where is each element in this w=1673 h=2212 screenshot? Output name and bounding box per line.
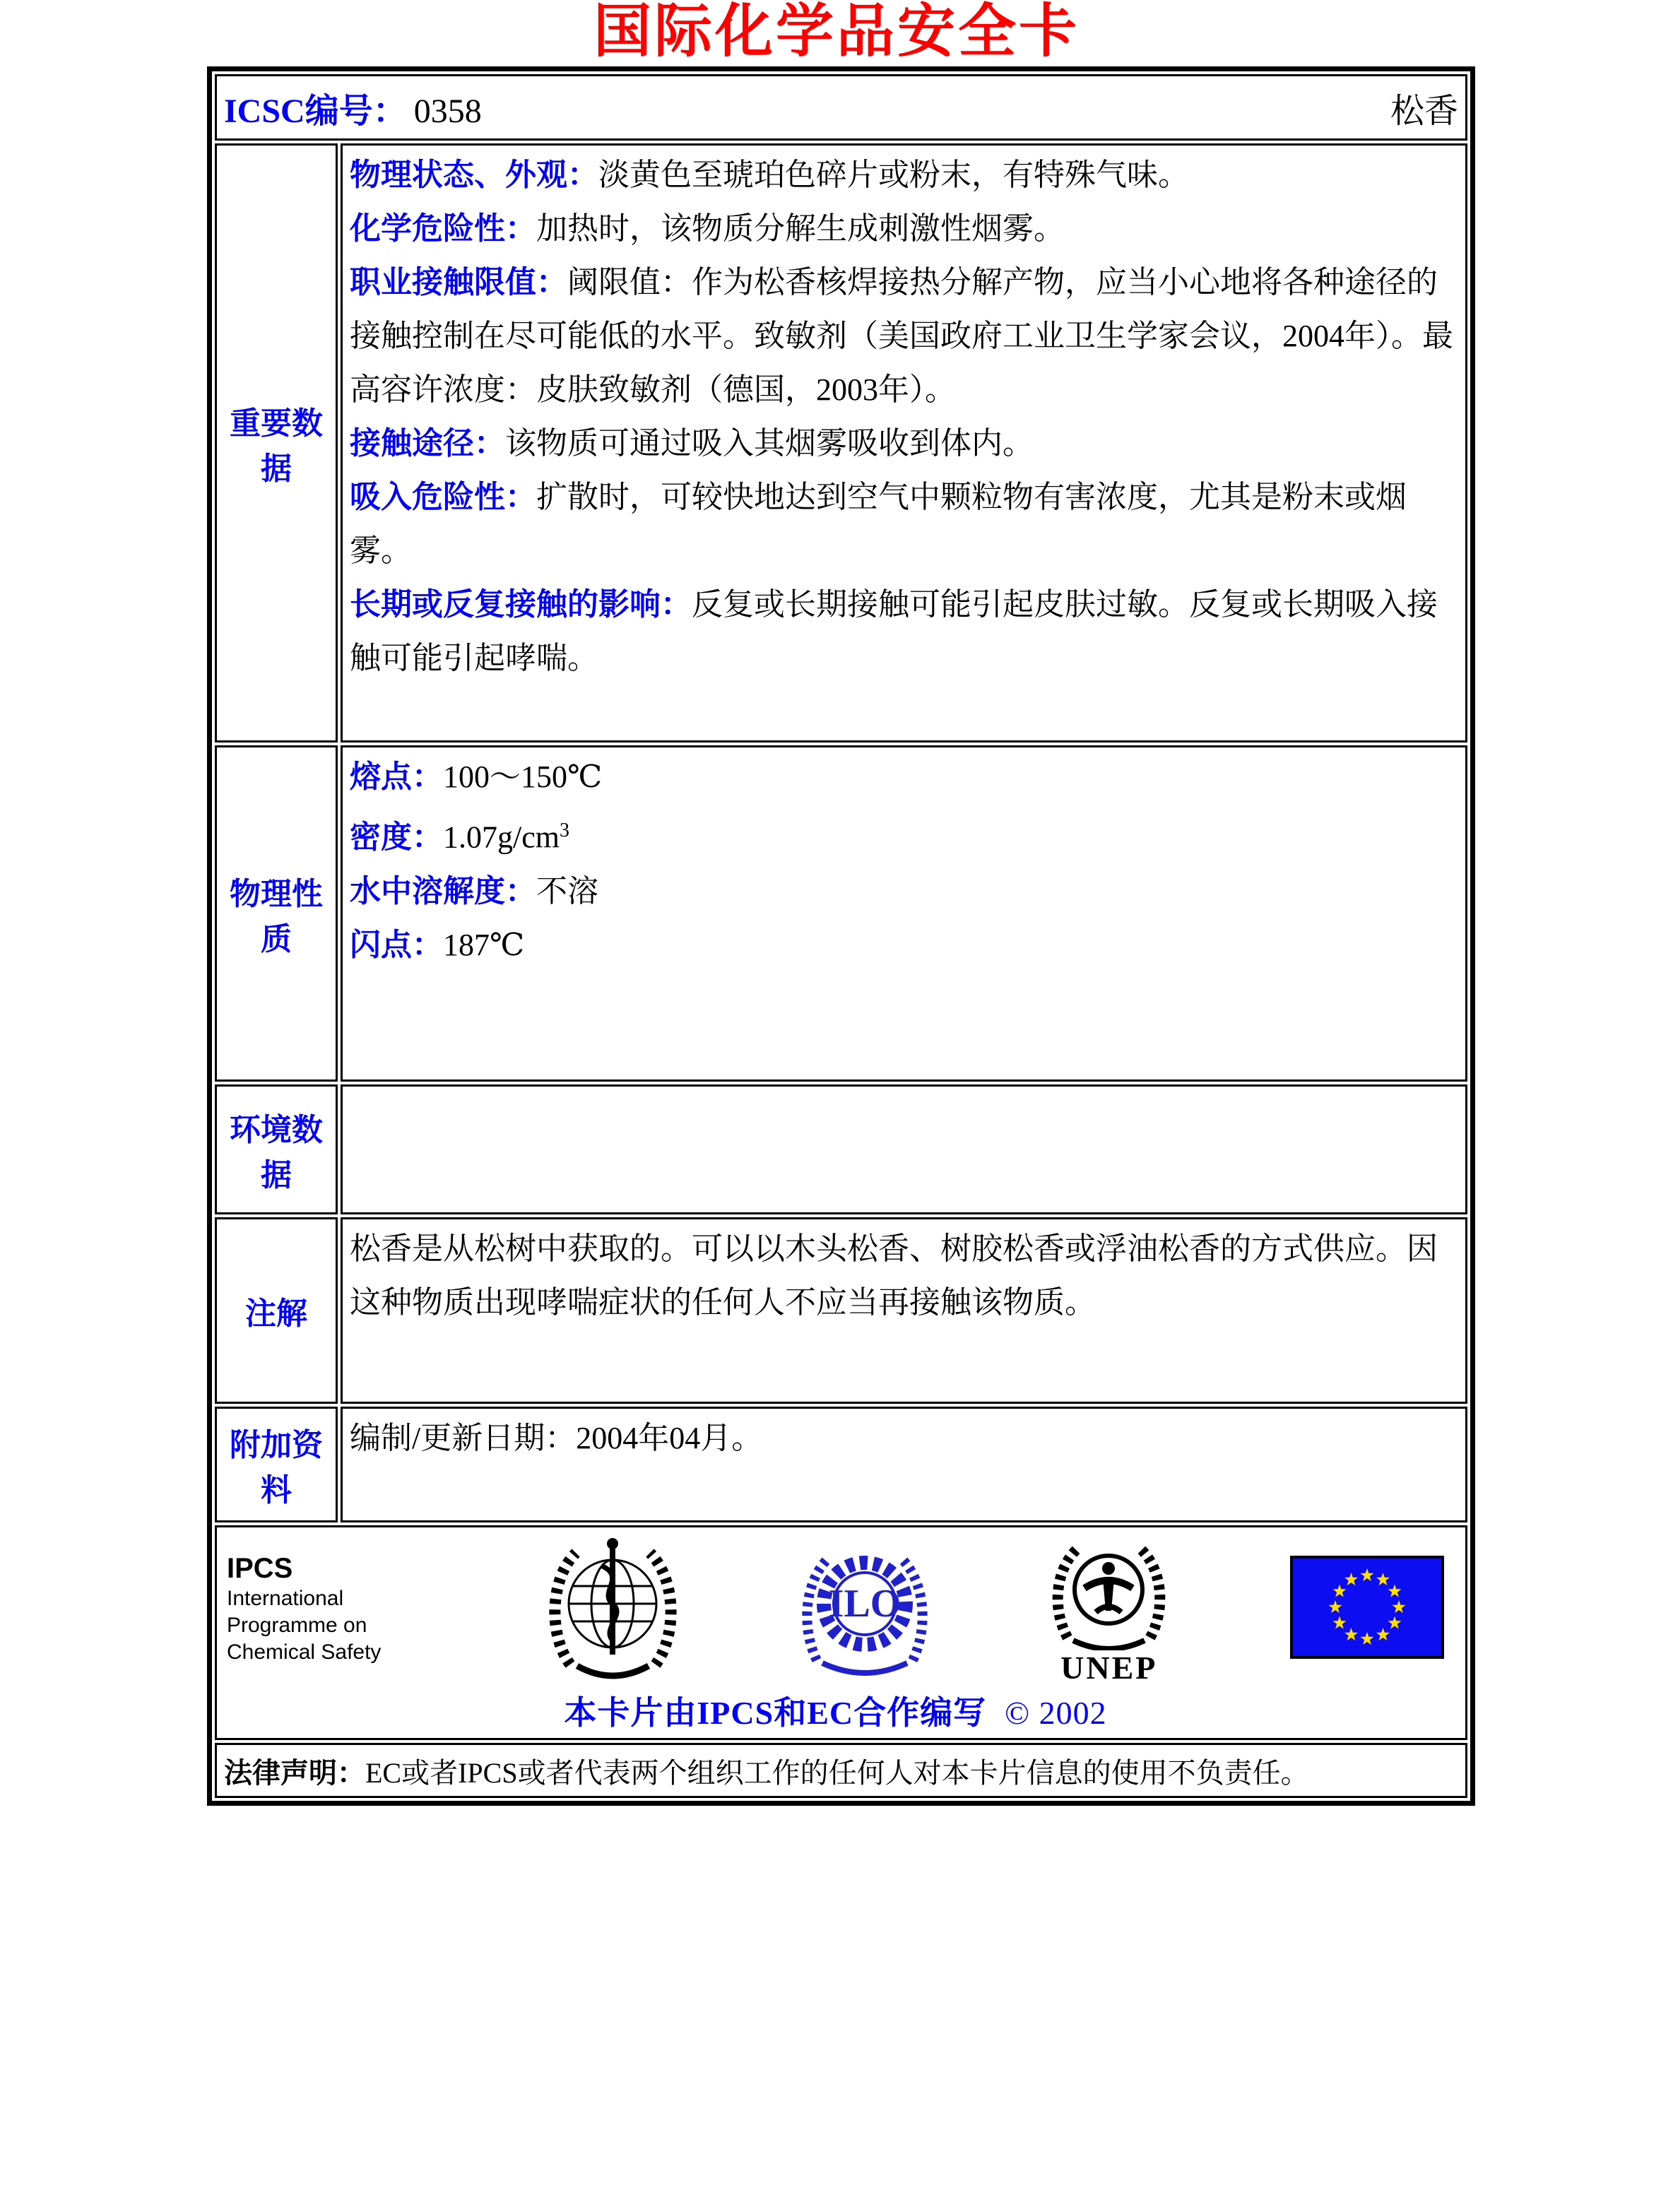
section-label-additional-info: 附加资料 [215, 1407, 338, 1522]
card-number [224, 83, 482, 132]
field-label: 水中溶解度： [350, 873, 536, 909]
legal-notice-label: 法律声明： [224, 1756, 365, 1789]
environmental-data-row [215, 1084, 1467, 1214]
card-number-label: ICSC编号： [224, 92, 407, 130]
field-label: 闪点： [350, 927, 443, 962]
logos-row [215, 1525, 1467, 1740]
field-density [350, 804, 1457, 865]
field-chemical-danger [350, 202, 1457, 256]
field-melting-point [350, 750, 1457, 804]
icsc-card-table [207, 66, 1475, 1806]
field-inhalation-risk [350, 471, 1457, 578]
notes-content: 松香是从松树中获取的。可以以木头松香、树胶松香或浮油松香的方式供应。因这种物质出现哮喘症状的任何人不应当再接触该物质。 [341, 1217, 1467, 1404]
legal-notice-row [215, 1743, 1467, 1798]
physical-properties-row [215, 745, 1467, 1082]
ipcs-acronym: IPCS [227, 1553, 293, 1584]
ipcs-line: International [227, 1587, 344, 1610]
substance-name: 松香 [1390, 92, 1458, 130]
field-occupational-exposure-limits [350, 256, 1457, 417]
legal-notice-cell [215, 1743, 1467, 1798]
card-header-cell [215, 74, 1467, 141]
section-label-important-data: 重要数据 [215, 143, 338, 743]
field-label: 接触途径： [350, 426, 505, 461]
logos-cell [215, 1525, 1467, 1740]
field-exposure-routes [350, 417, 1457, 471]
important-data-content [341, 143, 1467, 743]
copyright-text: © 2002 [1005, 1695, 1107, 1731]
field-value: 扩散时，可较快地达到空气中颗粒物有害浓度，尤其是粉末或烟雾。 [350, 480, 1407, 568]
field-value: 不溶 [536, 873, 598, 909]
card-number-value: 0358 [413, 92, 482, 130]
additional-info-row [215, 1407, 1467, 1522]
field-value: 100～150℃ [443, 759, 603, 794]
ipcs-line: Chemical Safety [227, 1640, 382, 1664]
field-value: 187℃ [443, 927, 525, 962]
field-label: 化学危险性： [350, 211, 536, 246]
field-label: 职业接触限值： [350, 265, 567, 300]
field-value: 加热时，该物质分解生成刺激性烟雾。 [536, 211, 1065, 246]
svg-text:ILO: ILO [828, 1582, 901, 1626]
field-label: 吸入危险性： [350, 480, 536, 514]
eu-flag-icon [1290, 1534, 1444, 1662]
field-long-term-effects [350, 578, 1457, 685]
field-value: 该物质可通过吸入其烟雾吸收到体内。 [505, 426, 1034, 461]
field-value: 阈限值：作为松香核焊接热分解产物，应当小心地将各种途径的接触控制在尽可能低的水平。致敏剂（美国政府工业卫生学家会议，2004年）。最高容许浓度：皮肤致敏剂（德国，2003年）。 [350, 265, 1453, 407]
field-label: 密度： [350, 820, 443, 855]
header-row [215, 74, 1467, 141]
field-value: 反复或长期接触可能引起皮肤过敏。反复或长期吸入接触可能引起哮喘。 [350, 587, 1438, 675]
environmental-data-content [341, 1084, 1467, 1214]
ipcs-line: Programme on [227, 1614, 367, 1637]
section-label-notes: 注解 [215, 1217, 338, 1404]
section-label-physical-properties: 物理性质 [215, 745, 338, 1082]
field-water-solubility [350, 865, 1457, 918]
page-title: 国际化学品安全卡 [593, 0, 1080, 64]
legal-notice-text: EC或者IPCS或者代表两个组织工作的任何人对本卡片信息的使用不负责任。 [365, 1756, 1309, 1789]
cooperation-caption [227, 1687, 1444, 1734]
field-physical-state [350, 148, 1457, 202]
field-flash-point [350, 918, 1457, 972]
unep-label: UNEP [1060, 1650, 1158, 1686]
field-value: 淡黄色至琥珀色碎片或粉末，有特殊气味。 [598, 158, 1189, 192]
field-label: 物理状态、外观： [350, 158, 598, 192]
ipcs-block [227, 1534, 425, 1666]
who-icon [548, 1534, 678, 1684]
field-label: 熔点： [350, 759, 443, 794]
notes-row [215, 1217, 1467, 1404]
field-value: 1.07g/cm [443, 820, 560, 855]
unep-block [1051, 1534, 1167, 1685]
additional-info-content: 编制/更新日期：2004年04月。 [341, 1407, 1467, 1522]
caption-text: 本卡片由IPCS和EC合作编写 [564, 1695, 987, 1731]
ilo-icon [801, 1534, 928, 1683]
section-label-environmental-data: 环境数据 [215, 1084, 338, 1214]
density-superscript: 3 [559, 820, 569, 841]
physical-properties-content [341, 745, 1467, 1082]
field-label: 长期或反复接触的影响： [350, 587, 692, 622]
important-data-row [215, 143, 1467, 743]
